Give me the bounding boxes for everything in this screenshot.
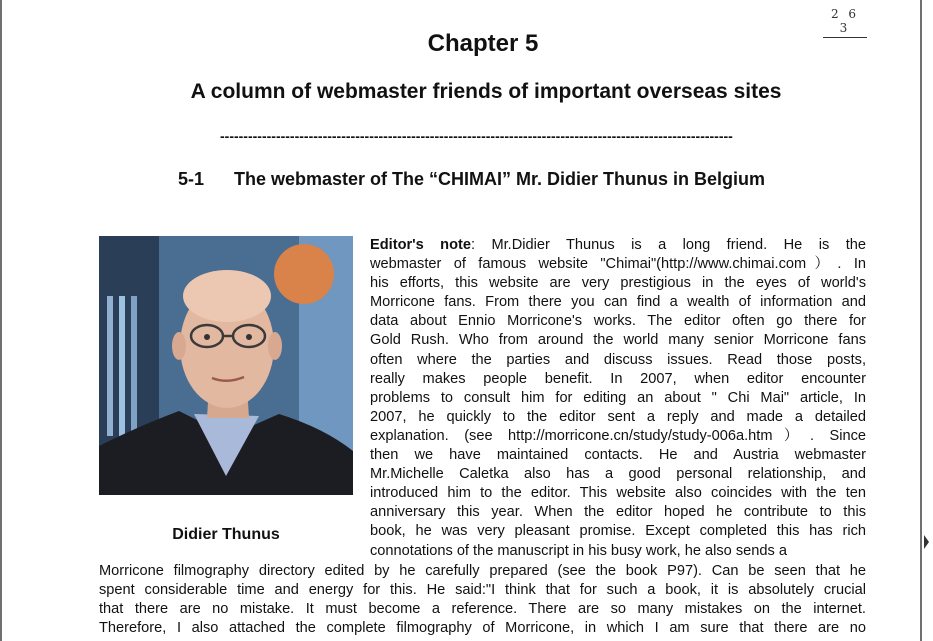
note-wide-line: Morricone filmography directory edited by he carefully prepared (see the book P97). Can be seen that he (99, 563, 866, 579)
note-line: data about Ennio Morricone's works. The editor often go there for (370, 313, 866, 330)
portrait-illustration (99, 236, 353, 495)
chapter-subtitle: A column of webmaster friends of important overseas sites (190, 80, 782, 103)
editors-note-column (370, 236, 866, 561)
editors-note-label: Editor's note (370, 237, 471, 253)
note-line: webmaster of famous website "Chimai"(http://www.chimai.com）. In (370, 256, 866, 273)
note-line: Mr.Michelle Caletka also has a good personal relationship, and (370, 466, 866, 483)
note-line: 2007, he quickly to the editor sent a reply and made a detailed (370, 408, 866, 425)
note-line: then we have maintained contacts. He and Austria webmaster (370, 447, 866, 464)
note-wide-line: that there are no mistake. It must become a reference. There are so many mistakes on the internet. (99, 601, 866, 618)
note-line (370, 236, 866, 255)
section-number: 5-1 (178, 169, 205, 189)
photo-caption: Didier Thunus (172, 526, 280, 543)
editors-note-continued (99, 562, 866, 638)
note-line: explanation. (see http://morricone.cn/study/study-006a.htm）. Since (370, 427, 866, 444)
divider-line: -------------------------------------------------------------------------------------------------------------- (220, 128, 733, 144)
note-line: Gold Rush. Who from around the world many senior Morricone fans (370, 332, 866, 349)
note-line: anniversary this year. When the editor hoped he contribute to this (370, 504, 866, 521)
note-line: problems to consult him for editing an about " Chi Mai" article, In (370, 389, 866, 406)
note-line: introduced him to the editor. This website also coincides with the ten (370, 485, 866, 502)
note-wide-line: Therefore, I also attached the complete filmography of Morricone, in which I am sure that there are no (99, 620, 866, 637)
note-line: his efforts, this website are very prestigious in the eyes of world's (370, 275, 866, 292)
note-line: book, he was very pleasant promise. Except completed this has rich (370, 523, 866, 540)
note-line: often where the parties and discuss issues. Read those posts, (370, 351, 866, 368)
note-line: connotations of the manuscript in his busy work, he also sends a (370, 542, 787, 559)
page-number: 2 6 3 (823, 7, 867, 38)
note-wide-line: spent considerable time and energy for this. He said:"I think that for such a book, it is absolutely crucial (99, 582, 866, 599)
mouse-cursor-icon (924, 535, 929, 549)
section-heading (178, 169, 765, 190)
note-line: Morricone fans. From there you can find a wealth of information and (370, 294, 866, 311)
chapter-title: Chapter 5 (427, 30, 539, 57)
note-line-text: : Mr.Didier Thunus is a long friend. He is the (470, 237, 866, 253)
portrait-photo (99, 236, 353, 495)
note-line: really makes people benefit. In 2007, when editor encounter (370, 370, 866, 387)
section-title: The webmaster of The “CHIMAI” Mr. Didier Thunus in Belgium (234, 169, 766, 189)
